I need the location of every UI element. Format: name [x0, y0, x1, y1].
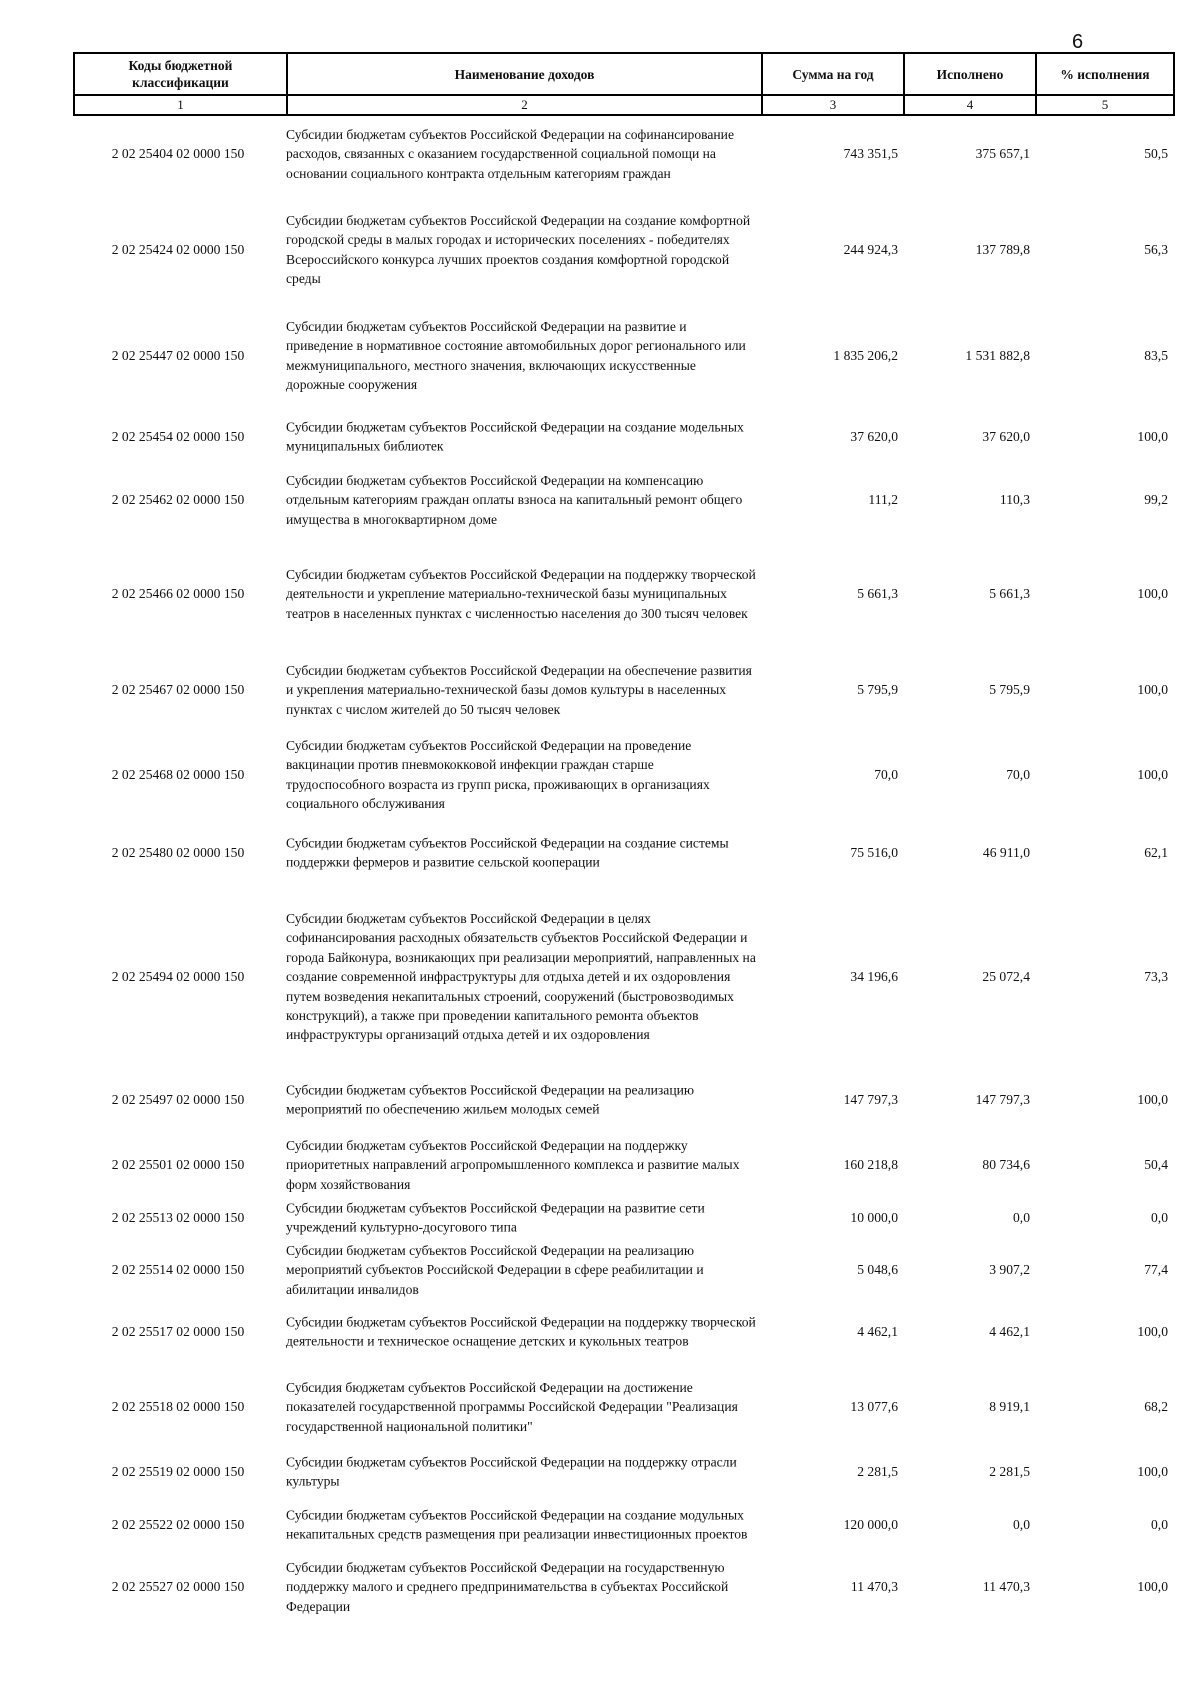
- row-sum: 34 196,6: [850, 969, 898, 984]
- table-header: [73, 52, 1175, 116]
- row-name: Субсидия бюджетам субъектов Российской Федерации на достижение показателей государственной программы Российской Федерации "Реализация государственной национальной политики": [286, 1379, 738, 1434]
- row-sum: 10 000,0: [850, 1210, 898, 1225]
- row-pct: 83,5: [1144, 348, 1168, 363]
- row-sum: 70,0: [874, 767, 898, 782]
- table-row: [73, 1241, 1173, 1299]
- row-sum: 13 077,6: [850, 1399, 898, 1414]
- row-name: Субсидии бюджетам субъектов Российской Федерации на создание модульных некапитальных средств размещения при реализации инвестиционных проектов: [286, 1507, 748, 1542]
- row-done: 80 734,6: [982, 1157, 1030, 1172]
- row-done: 3 907,2: [989, 1262, 1030, 1277]
- row-code: 2 02 25466 02 0000 150: [111, 586, 245, 601]
- row-pct: 68,2: [1144, 1399, 1168, 1414]
- row-code: 2 02 25517 02 0000 150: [111, 1324, 245, 1339]
- row-pct: 100,0: [1137, 1464, 1168, 1479]
- row-done: 2 281,5: [989, 1464, 1030, 1479]
- table-row: [73, 1558, 1173, 1616]
- row-name: Субсидии бюджетам субъектов Российской Федерации на создание модельных муниципальных библиотек: [286, 419, 744, 454]
- row-done: 4 462,1: [989, 1324, 1030, 1339]
- row-pct: 50,5: [1144, 146, 1168, 161]
- row-code: 2 02 25518 02 0000 150: [111, 1399, 245, 1414]
- row-done: 1 531 882,8: [965, 348, 1030, 363]
- header-num-4: 4: [904, 95, 1036, 115]
- row-sum: 147 797,3: [843, 1092, 898, 1107]
- table-row: [73, 736, 1173, 814]
- table-row: [73, 1378, 1173, 1436]
- row-pct: 77,4: [1144, 1262, 1168, 1277]
- header-sum: Сумма на год: [762, 53, 904, 95]
- row-sum: 743 351,5: [843, 146, 898, 161]
- row-name: Субсидии бюджетам субъектов Российской Федерации на государственную поддержку малого и среднего предпринимательства в субъектах Российской Федерации: [286, 1559, 729, 1614]
- table-row: [73, 1136, 1173, 1194]
- row-pct: 100,0: [1137, 682, 1168, 697]
- row-pct: 100,0: [1137, 1092, 1168, 1107]
- row-sum: 5 795,9: [857, 682, 898, 697]
- row-name: Субсидии бюджетам субъектов Российской Федерации на создание комфортной городской среды в малых городах и исторических поселениях - победителях Всероссийского конкурса лучших проектов создания комфортной городской среды: [286, 213, 751, 287]
- row-code: 2 02 25527 02 0000 150: [111, 1579, 245, 1594]
- table-row: [73, 1452, 1173, 1492]
- row-done: 5 661,3: [989, 586, 1030, 601]
- row-code: 2 02 25468 02 0000 150: [111, 767, 245, 782]
- row-pct: 0,0: [1151, 1517, 1168, 1532]
- row-name: Субсидии бюджетам субъектов Российской Федерации на софинансирование расходов, связанных с оказанием государственной социальной помощи на основании социального контракта отдельным категориям граждан: [286, 126, 734, 181]
- table-row: [73, 118, 1173, 190]
- row-pct: 50,4: [1144, 1157, 1168, 1172]
- table-row: [73, 651, 1173, 729]
- page-number: 6: [1072, 31, 1084, 53]
- row-done: 46 911,0: [982, 845, 1030, 860]
- row-name: Субсидии бюджетам субъектов Российской Федерации на поддержку творческой деятельности и укрепление материально-технической базы муниципальных театров в населенных пунктах с численностью населения до 300 тысяч человек: [286, 566, 756, 621]
- row-name: Субсидии бюджетам субъектов Российской Федерации в целях софинансирования расходных обязательств субъектов Российской Федерации и города Байконура, возникающих при реализации мероприятий, направленных на создание современной инфраструктуры для отдыха детей и их оздоровления путем возведения некапитальных строений, сооружений (быстровозводимых конструкций), а также при проведении капитального ремонта объектов инфраструктуры организаций отдыха детей и их оздоровления: [286, 911, 756, 1043]
- row-done: 0,0: [1013, 1210, 1030, 1225]
- row-done: 8 919,1: [989, 1399, 1030, 1414]
- row-done: 147 797,3: [975, 1092, 1030, 1107]
- row-code: 2 02 25494 02 0000 150: [111, 969, 245, 984]
- row-code: 2 02 25497 02 0000 150: [111, 1092, 245, 1107]
- table-row: [73, 212, 1173, 288]
- row-done: 25 072,4: [982, 969, 1030, 984]
- header-num-3: 3: [762, 95, 904, 115]
- table-row: [73, 833, 1173, 873]
- row-code: 2 02 25519 02 0000 150: [111, 1464, 245, 1479]
- row-sum: 37 620,0: [850, 429, 898, 444]
- row-pct: 100,0: [1137, 1324, 1168, 1339]
- row-name: Субсидии бюджетам субъектов Российской Федерации на развитие и приведение в нормативное состояние автомобильных дорог регионального или межмуниципального, местного значения, включающих искусственные дорожные сооружения: [286, 319, 746, 393]
- row-done: 375 657,1: [975, 146, 1030, 161]
- row-code: 2 02 25480 02 0000 150: [111, 845, 245, 860]
- row-code: 2 02 25462 02 0000 150: [111, 492, 245, 507]
- table-row: [73, 890, 1173, 1064]
- row-sum: 2 281,5: [857, 1464, 898, 1479]
- row-pct: 56,3: [1144, 242, 1168, 257]
- row-name: Субсидии бюджетам субъектов Российской Федерации на компенсацию отдельным категориям граждан оплаты взноса на капитальный ремонт общего имущества в многоквартирном доме: [286, 472, 743, 527]
- row-done: 11 470,3: [982, 1579, 1030, 1594]
- row-code: 2 02 25454 02 0000 150: [111, 429, 245, 444]
- row-done: 0,0: [1013, 1517, 1030, 1532]
- row-sum: 4 462,1: [857, 1324, 898, 1339]
- header-num-5: 5: [1036, 95, 1174, 115]
- row-pct: 73,3: [1144, 969, 1168, 984]
- row-done: 70,0: [1006, 767, 1030, 782]
- row-name: Субсидии бюджетам субъектов Российской Федерации на поддержку приоритетных направлений агропромышленного комплекса и развитие малых форм хозяйствования: [286, 1137, 740, 1192]
- row-done: 37 620,0: [982, 429, 1030, 444]
- row-name: Субсидии бюджетам субъектов Российской Федерации на поддержку творческой деятельности и техническое оснащение детских и кукольных театров: [286, 1314, 756, 1349]
- row-code: 2 02 25424 02 0000 150: [111, 242, 245, 257]
- header-name: Наименование доходов: [287, 53, 762, 95]
- row-name: Субсидии бюджетам субъектов Российской Федерации на развитие сети учреждений культурно-досугового типа: [286, 1200, 705, 1235]
- row-code: 2 02 25467 02 0000 150: [111, 682, 245, 697]
- row-sum: 1 835 206,2: [833, 348, 898, 363]
- row-pct: 0,0: [1151, 1210, 1168, 1225]
- row-pct: 100,0: [1137, 429, 1168, 444]
- row-name: Субсидии бюджетам субъектов Российской Федерации на проведение вакцинации против пневмококковой инфекции граждан старше трудоспособного возраста из групп риска, проживающих в организациях социального обслуживания: [286, 738, 710, 812]
- row-name: Субсидии бюджетам субъектов Российской Федерации на реализацию мероприятий субъектов Российской Федерации в сфере реабилитации и абилитации инвалидов: [286, 1242, 704, 1297]
- row-pct: 62,1: [1144, 845, 1168, 860]
- header-code: Коды бюджетной классификации: [74, 53, 287, 95]
- header-pct: % исполнения: [1036, 53, 1174, 95]
- row-name: Субсидии бюджетам субъектов Российской Федерации на реализацию мероприятий по обеспечению жильем молодых семей: [286, 1082, 695, 1117]
- header-num-2: 2: [287, 95, 762, 115]
- row-sum: 120 000,0: [843, 1517, 898, 1532]
- row-code: 2 02 25513 02 0000 150: [111, 1210, 245, 1225]
- row-sum: 75 516,0: [850, 845, 898, 860]
- row-sum: 111,2: [868, 492, 898, 507]
- row-pct: 100,0: [1137, 767, 1168, 782]
- row-sum: 5 661,3: [857, 586, 898, 601]
- table-row: [73, 1080, 1173, 1120]
- row-pct: 99,2: [1144, 492, 1168, 507]
- header-num-1: 1: [74, 95, 287, 115]
- row-pct: 100,0: [1137, 1579, 1168, 1594]
- row-sum: 160 218,8: [843, 1157, 898, 1172]
- table-row: [73, 316, 1173, 396]
- header-done: Исполнено: [904, 53, 1036, 95]
- row-done: 137 789,8: [975, 242, 1030, 257]
- row-code: 2 02 25501 02 0000 150: [111, 1157, 245, 1172]
- row-code: 2 02 25522 02 0000 150: [111, 1517, 245, 1532]
- row-name: Субсидии бюджетам субъектов Российской Федерации на поддержку отрасли культуры: [286, 1454, 737, 1489]
- table-row: [73, 471, 1173, 529]
- row-done: 110,3: [999, 492, 1030, 507]
- row-code: 2 02 25447 02 0000 150: [111, 348, 245, 363]
- row-sum: 5 048,6: [857, 1262, 898, 1277]
- row-sum: 11 470,3: [850, 1579, 898, 1594]
- table-row: [73, 417, 1173, 457]
- row-sum: 244 924,3: [843, 242, 898, 257]
- row-pct: 100,0: [1137, 586, 1168, 601]
- row-code: 2 02 25404 02 0000 150: [111, 146, 245, 161]
- row-name: Субсидии бюджетам субъектов Российской Федерации на создание системы поддержки фермеров и развитие сельской кооперации: [286, 835, 729, 870]
- table-row: [73, 1198, 1173, 1238]
- row-name: Субсидии бюджетам субъектов Российской Федерации на обеспечение развития и укрепления материально-технической базы домов культуры в населенных пунктах с числом жителей до 50 тысяч человек: [286, 662, 752, 717]
- table-row: [73, 1496, 1173, 1554]
- table-row: [73, 555, 1173, 633]
- table-row: [73, 1303, 1173, 1361]
- row-code: 2 02 25514 02 0000 150: [111, 1262, 245, 1277]
- row-done: 5 795,9: [989, 682, 1030, 697]
